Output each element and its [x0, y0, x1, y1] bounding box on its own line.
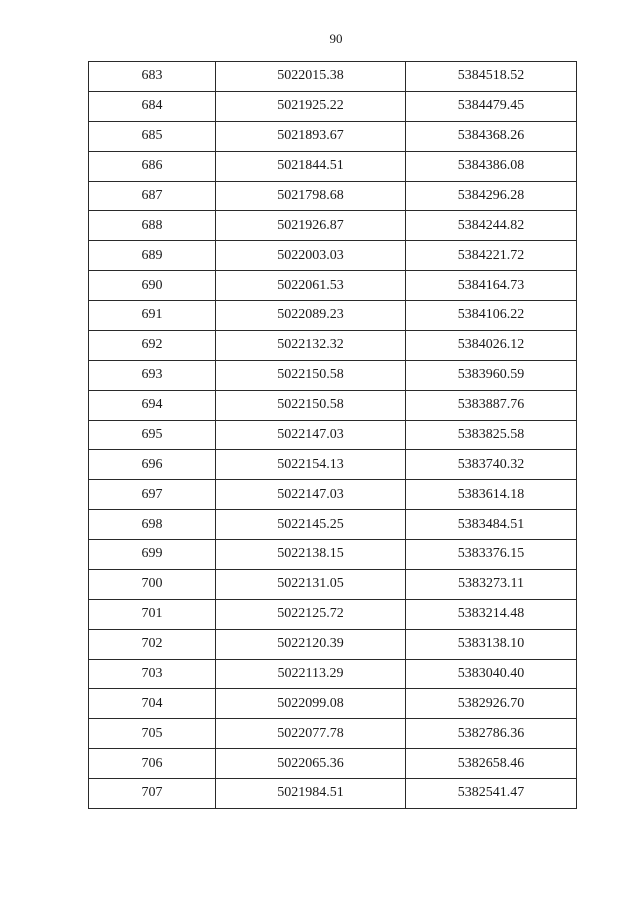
y-coordinate-cell: 5383484.51: [406, 510, 577, 540]
x-coordinate-cell: 5021926.87: [216, 211, 406, 241]
x-coordinate-cell: 5022120.39: [216, 629, 406, 659]
y-coordinate-cell: 5384518.52: [406, 62, 577, 92]
table-row: [89, 151, 577, 181]
point-number-cell: 701: [89, 599, 216, 629]
point-number-cell: 704: [89, 689, 216, 719]
x-coordinate-cell: 5021798.68: [216, 181, 406, 211]
y-coordinate-cell: 5383376.15: [406, 540, 577, 570]
y-coordinate-cell: 5384244.82: [406, 211, 577, 241]
x-coordinate-cell: 5022154.13: [216, 450, 406, 480]
y-coordinate-cell: 5383825.58: [406, 420, 577, 450]
y-coordinate-cell: 5384221.72: [406, 241, 577, 271]
table-row: [89, 181, 577, 211]
x-coordinate-cell: 5022015.38: [216, 62, 406, 92]
y-coordinate-cell: 5382926.70: [406, 689, 577, 719]
x-coordinate-cell: 5021984.51: [216, 779, 406, 809]
coordinate-table: [88, 61, 577, 809]
table-row: [89, 450, 577, 480]
table-row: [89, 301, 577, 331]
x-coordinate-cell: 5022099.08: [216, 689, 406, 719]
y-coordinate-cell: 5383138.10: [406, 629, 577, 659]
x-coordinate-cell: 5022125.72: [216, 599, 406, 629]
table-row: [89, 271, 577, 301]
table-row: [89, 121, 577, 151]
point-number-cell: 692: [89, 330, 216, 360]
x-coordinate-cell: 5021893.67: [216, 121, 406, 151]
page-number: 90: [329, 31, 343, 46]
x-coordinate-cell: 5021925.22: [216, 91, 406, 121]
table-row: [89, 540, 577, 570]
table-row: [89, 211, 577, 241]
y-coordinate-cell: 5382786.36: [406, 719, 577, 749]
y-coordinate-cell: 5384368.26: [406, 121, 577, 151]
table-row: [89, 599, 577, 629]
table-row: [89, 719, 577, 749]
point-number-cell: 694: [89, 390, 216, 420]
x-coordinate-cell: 5022150.58: [216, 360, 406, 390]
table-row: [89, 749, 577, 779]
x-coordinate-cell: 5022003.03: [216, 241, 406, 271]
table-row: [89, 480, 577, 510]
point-number-cell: 705: [89, 719, 216, 749]
x-coordinate-cell: 5022145.25: [216, 510, 406, 540]
point-number-cell: 683: [89, 62, 216, 92]
point-number-cell: 703: [89, 659, 216, 689]
x-coordinate-cell: 5022061.53: [216, 271, 406, 301]
y-coordinate-cell: 5383740.32: [406, 450, 577, 480]
table-row: [89, 779, 577, 809]
table-row: [89, 330, 577, 360]
x-coordinate-cell: 5022113.29: [216, 659, 406, 689]
y-coordinate-cell: 5384164.73: [406, 271, 577, 301]
point-number-cell: 702: [89, 629, 216, 659]
point-number-cell: 693: [89, 360, 216, 390]
point-number-cell: 690: [89, 271, 216, 301]
table-row: [89, 62, 577, 92]
table-row: [89, 360, 577, 390]
point-number-cell: 685: [89, 121, 216, 151]
point-number-cell: 688: [89, 211, 216, 241]
y-coordinate-cell: 5384386.08: [406, 151, 577, 181]
y-coordinate-cell: 5383214.48: [406, 599, 577, 629]
point-number-cell: 696: [89, 450, 216, 480]
y-coordinate-cell: 5384026.12: [406, 330, 577, 360]
table-row: [89, 689, 577, 719]
table-row: [89, 569, 577, 599]
y-coordinate-cell: 5384479.45: [406, 91, 577, 121]
table-row: [89, 241, 577, 271]
x-coordinate-cell: 5022147.03: [216, 420, 406, 450]
y-coordinate-cell: 5383040.40: [406, 659, 577, 689]
point-number-cell: 699: [89, 540, 216, 570]
point-number-cell: 698: [89, 510, 216, 540]
table-row: [89, 390, 577, 420]
coordinate-table-body: [89, 62, 577, 809]
point-number-cell: 684: [89, 91, 216, 121]
x-coordinate-cell: 5022065.36: [216, 749, 406, 779]
x-coordinate-cell: 5022150.58: [216, 390, 406, 420]
table-row: [89, 420, 577, 450]
point-number-cell: 707: [89, 779, 216, 809]
y-coordinate-cell: 5383273.11: [406, 569, 577, 599]
point-number-cell: 700: [89, 569, 216, 599]
y-coordinate-cell: 5383614.18: [406, 480, 577, 510]
table-row: [89, 659, 577, 689]
x-coordinate-cell: 5022147.03: [216, 480, 406, 510]
point-number-cell: 697: [89, 480, 216, 510]
y-coordinate-cell: 5384106.22: [406, 301, 577, 331]
x-coordinate-cell: 5022131.05: [216, 569, 406, 599]
x-coordinate-cell: 5021844.51: [216, 151, 406, 181]
point-number-cell: 706: [89, 749, 216, 779]
point-number-cell: 687: [89, 181, 216, 211]
y-coordinate-cell: 5382658.46: [406, 749, 577, 779]
y-coordinate-cell: 5384296.28: [406, 181, 577, 211]
table-row: [89, 91, 577, 121]
y-coordinate-cell: 5383887.76: [406, 390, 577, 420]
x-coordinate-cell: 5022132.32: [216, 330, 406, 360]
x-coordinate-cell: 5022089.23: [216, 301, 406, 331]
x-coordinate-cell: 5022077.78: [216, 719, 406, 749]
table-row: [89, 629, 577, 659]
y-coordinate-cell: 5382541.47: [406, 779, 577, 809]
point-number-cell: 686: [89, 151, 216, 181]
point-number-cell: 689: [89, 241, 216, 271]
point-number-cell: 691: [89, 301, 216, 331]
table-row: [89, 510, 577, 540]
x-coordinate-cell: 5022138.15: [216, 540, 406, 570]
y-coordinate-cell: 5383960.59: [406, 360, 577, 390]
point-number-cell: 695: [89, 420, 216, 450]
